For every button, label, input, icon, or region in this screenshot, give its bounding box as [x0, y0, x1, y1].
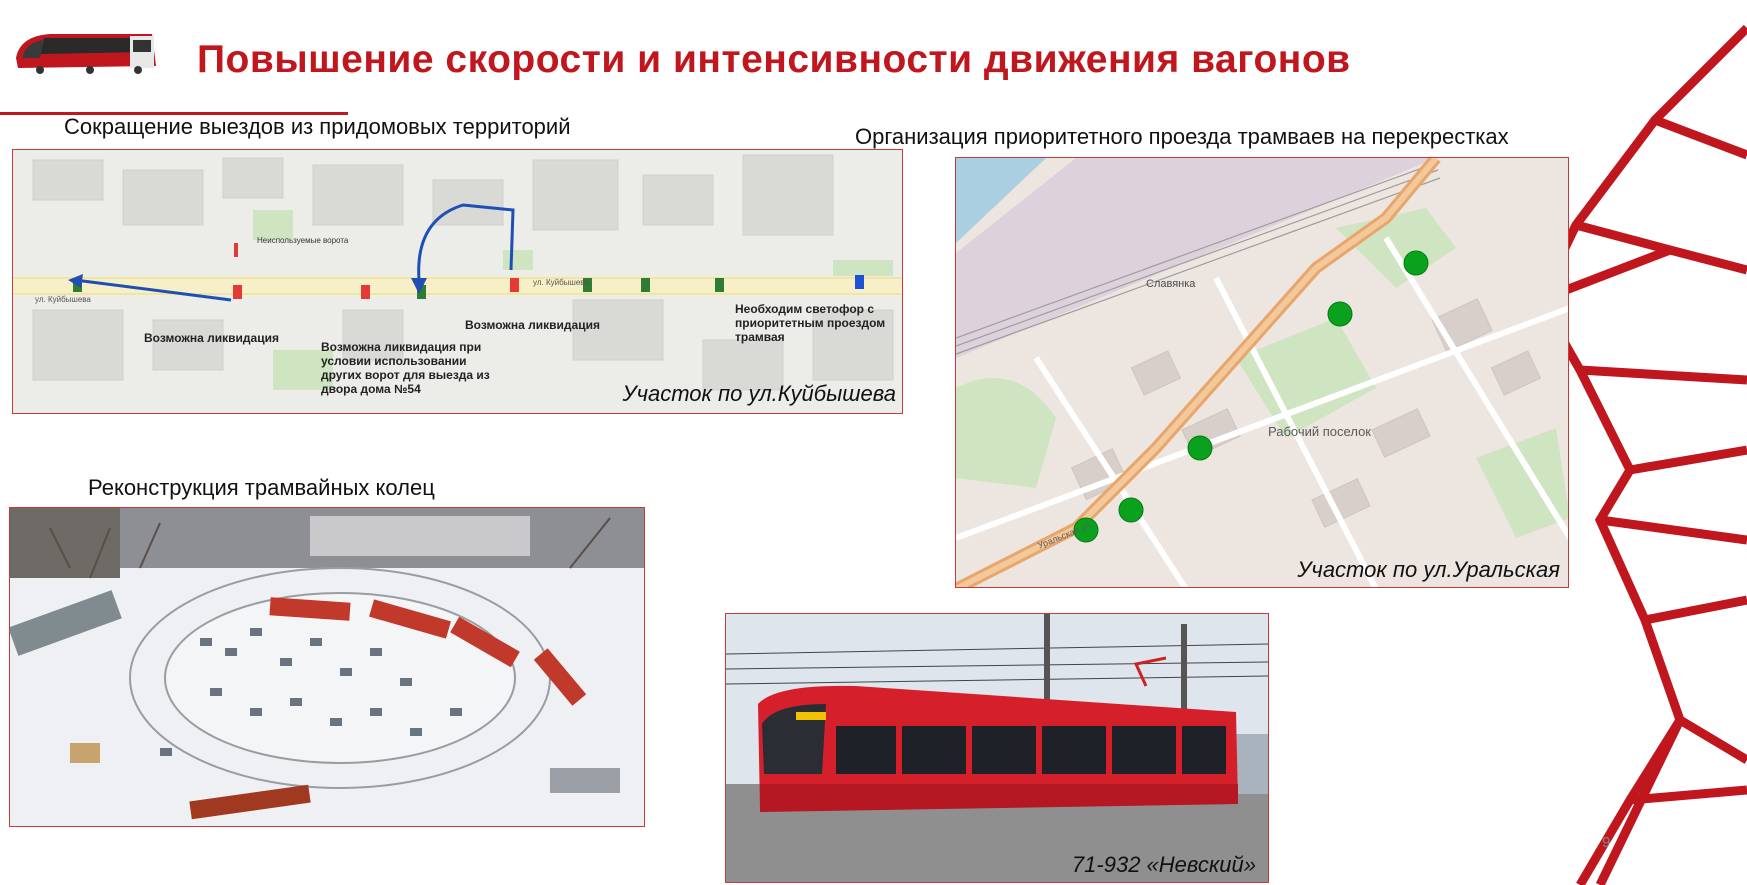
photo-tram-loop [9, 507, 645, 827]
section-title-exits: Сокращение выездов из придомовых территорий [64, 114, 571, 139]
label-street: Уральская ул. [1036, 519, 1095, 551]
page-title: Повышение скорости и интенсивности движения вагонов [197, 38, 1351, 81]
caption-nevsky: 71-932 «Невский» [1071, 852, 1256, 877]
street-label-left: ул. Куйбышева [35, 295, 91, 304]
gate-label: Неиспользуемые ворота [257, 236, 349, 245]
note-middle: Возможна ликвидация при условии использовании других ворот для выезда из двора дома №54 [321, 340, 490, 396]
tram-logo-icon [10, 22, 160, 80]
label-station: Славянка [1146, 278, 1196, 290]
section-title-loops: Реконструкция трамвайных колец [88, 475, 435, 500]
photo-tram-nevsky [725, 613, 1269, 883]
map-uralskaya-image [956, 158, 1569, 588]
page-number: 9 [1602, 834, 1611, 851]
street-label-mid: ул. Куйбышева [533, 278, 589, 287]
note-left: Возможна ликвидация [144, 331, 279, 345]
caption-uralskaya: Участок по ул.Уральская [1297, 557, 1560, 582]
section-title-priority: Организация приоритетного проезда трамваев на перекрестках [855, 124, 1509, 149]
caption-kuibysheva: Участок по ул.Куйбышева [622, 381, 896, 406]
map-kuibysheva [12, 149, 903, 414]
map-uralskaya [955, 157, 1569, 588]
photo-tram-nevsky-image [726, 614, 1269, 883]
photo-tram-loop-image [10, 508, 645, 827]
note-center: Возможна ликвидация [465, 318, 600, 332]
note-right: Необходим светофор с приоритетным проездом трамвая [735, 302, 886, 344]
label-district: Рабочий поселок [1268, 424, 1371, 439]
